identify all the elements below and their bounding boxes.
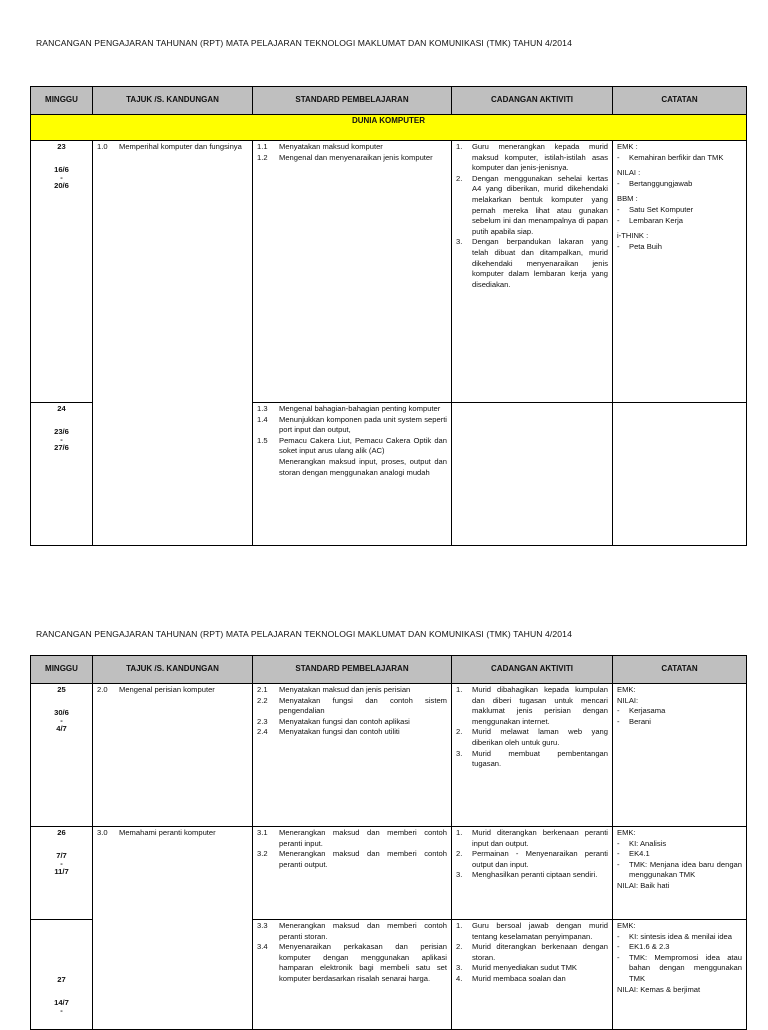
- standard-text: Menyatakan fungsi dan contoh utiliti: [279, 727, 400, 737]
- header-aktiviti: CADANGAN AKTIVITI: [452, 87, 613, 115]
- document-title-2: RANCANGAN PENGAJARAN TAHUNAN (RPT) MATA PELAJARAN TEKNOLOGI MAKLUMAT DAN KOMUNIKASI (TMK) TAHUN 4/2014: [36, 629, 572, 639]
- standard-number: 1.3: [257, 404, 268, 413]
- aktiviti-text: Murid diterangkan berkenaan peranti input dan output.: [472, 828, 608, 848]
- aktiviti-cell: [452, 403, 613, 546]
- aktiviti-number: 1.: [456, 142, 463, 151]
- standard-number: 1.1: [257, 142, 268, 151]
- catatan-heading: EMK :: [617, 142, 638, 151]
- catatan-heading: BBM :: [617, 194, 638, 204]
- aktiviti-number: 3.: [456, 237, 463, 247]
- rpt-table-1: [30, 86, 747, 546]
- week-start: 14/7: [54, 997, 69, 1007]
- week-start: 30/6: [54, 707, 69, 717]
- catatan-cell: EMK: NILAI: - Kerjasama - Berani: [613, 684, 747, 827]
- aktiviti-cell: [452, 827, 613, 920]
- week-dash: -: [60, 859, 63, 869]
- catatan-cell: EMK: - KI: sintesis idea & menilai idea - EK1.6 & 2.3 - TMK: Mempromosi idea atau bahan dengan menggunakan TMK NILAI: Kemas & berjimat: [613, 920, 747, 1030]
- section-title: DUNIA KOMPUTER: [31, 115, 747, 141]
- week-number: 23: [57, 142, 66, 151]
- standard-cell: [253, 684, 452, 827]
- catatan-item: EK4.1: [629, 849, 650, 859]
- standard-number: 1.5: [257, 435, 268, 445]
- tajuk-cell: [93, 827, 253, 1030]
- aktiviti-number: 2.: [456, 849, 463, 859]
- week-end: 20/6: [54, 181, 69, 191]
- catatan-heading: NILAI :: [617, 168, 641, 178]
- header-standard: STANDARD PEMBELAJARAN: [253, 87, 452, 115]
- standard-number: 3.1: [257, 828, 268, 837]
- standard-number: 2.4: [257, 727, 268, 737]
- aktiviti-text: Murid dibahagikan kepada kumpulan dan diberi tugasan untuk mencari maklumat jenis perisian dengan menggunakan internet.: [472, 685, 608, 726]
- standard-number: 1.4: [257, 414, 268, 424]
- catatan-item: Berani: [629, 716, 651, 726]
- standard-text: Menerangkan maksud input, proses, output dan storan dengan menggunakan analogi mudah: [279, 456, 447, 477]
- table-row: [31, 141, 747, 403]
- standard-text: Menyenaraikan perkakasan dan perisian komputer dengan menggunakan aplikasi hamparan elektronik bagi membeli satu set komputer berdasarkan risalah senarai harga.: [279, 942, 447, 983]
- tajuk-number: 1.0: [97, 142, 108, 151]
- aktiviti-number: 1.: [456, 685, 463, 694]
- tajuk-text: Memahami peranti komputer: [119, 828, 216, 837]
- standard-number: 2.2: [257, 695, 268, 705]
- week-cell: [31, 684, 93, 827]
- catatan-item: TMK: Mempromosi idea atau bahan dengan menggunakan TMK: [629, 952, 742, 983]
- aktiviti-number: 4.: [456, 973, 463, 983]
- week-number: 27: [57, 975, 66, 984]
- header-catatan: CATATAN: [613, 656, 747, 684]
- header-minggu: MINGGU: [31, 87, 93, 115]
- week-number: 24: [57, 404, 66, 413]
- week-start: 7/7: [56, 850, 67, 860]
- aktiviti-text: Dengan berpandukan lakaran yang telah dibuat dan ditampalkan, murid dikehendaki menyenaraikan jenis komputer dalam lembaran kerja yang disediakan.: [472, 237, 608, 289]
- standard-number: 3.2: [257, 849, 268, 859]
- header-tajuk: TAJUK /S. KANDUNGAN: [93, 87, 253, 115]
- week-number: 26: [57, 828, 66, 837]
- aktiviti-cell: [452, 920, 613, 1030]
- aktiviti-number: 1.: [456, 828, 463, 837]
- aktiviti-number: 3.: [456, 870, 463, 880]
- aktiviti-number: 3.: [456, 963, 463, 973]
- aktiviti-number: 1.: [456, 921, 463, 930]
- standard-number: 2.1: [257, 685, 268, 694]
- table-row: [31, 684, 747, 827]
- catatan-heading: i-THINK :: [617, 231, 649, 241]
- week-end: 27/6: [54, 443, 69, 453]
- standard-cell: [253, 141, 452, 403]
- catatan-item: EK1.6 & 2.3: [629, 942, 670, 952]
- aktiviti-text: Murid melawat laman web yang diberikan oleh untuk guru.: [472, 727, 608, 747]
- table-header-row: [31, 656, 747, 684]
- standard-text: Mengenal dan menyenaraikan jenis komputer: [279, 152, 433, 162]
- catatan-cell: EMK : - Kemahiran berfikir dan TMK NILAI : - Bertanggungjawab BBM : - Satu Set Komputer - Lembaran Kerja i-THINK : - Peta Buih: [613, 141, 747, 403]
- standard-number: 3.4: [257, 942, 268, 952]
- week-cell: [31, 141, 93, 403]
- aktiviti-cell: [452, 141, 613, 403]
- aktiviti-text: Menghasilkan peranti ciptaan sendiri.: [472, 870, 598, 880]
- document-title-1: RANCANGAN PENGAJARAN TAHUNAN (RPT) MATA PELAJARAN TEKNOLOGI MAKLUMAT DAN KOMUNIKASI (TMK) TAHUN 4/2014: [36, 38, 572, 48]
- catatan-item: TMK: Menjana idea baru dengan menggunakan TMK: [629, 859, 742, 880]
- week-dash: -: [60, 1006, 63, 1016]
- week-dash: -: [60, 435, 63, 445]
- standard-number: 2.3: [257, 716, 268, 726]
- standard-text: Menyatakan fungsi dan contoh sistem pengendalian: [279, 695, 447, 716]
- week-end: 4/7: [56, 724, 67, 734]
- rpt-table-2: [30, 655, 747, 1030]
- aktiviti-text: Guru menerangkan kepada murid maksud komputer, istilah-istilah asas komputer dan jenis-jenisnya.: [472, 142, 608, 173]
- aktiviti-text: Guru bersoal jawab dengan murid tentang keselamatan penyimpanan.: [472, 921, 608, 941]
- standard-cell: [253, 920, 452, 1030]
- standard-text: Pemacu Cakera Liut, Pemacu Cakera Optik dan soket input arus ulang alik (AC): [279, 435, 447, 456]
- week-cell: [31, 403, 93, 546]
- standard-text: Menerangkan maksud dan memberi contoh peranti storan.: [279, 921, 447, 941]
- week-cell: [31, 827, 93, 920]
- header-catatan: CATATAN: [613, 87, 747, 115]
- header-aktiviti: CADANGAN AKTIVITI: [452, 656, 613, 684]
- tajuk-number: 2.0: [97, 685, 108, 694]
- tajuk-text: Memperihal komputer dan fungsinya: [119, 142, 242, 151]
- table-header-row: [31, 87, 747, 115]
- standard-text: Menunjukkan komponen pada unit system seperti port input dan output,: [279, 414, 447, 435]
- catatan-heading: EMK:: [617, 828, 636, 837]
- aktiviti-number: 3.: [456, 748, 463, 758]
- week-end: 11/7: [54, 867, 69, 877]
- standard-text: Menyatakan maksud dan jenis perisian: [279, 685, 411, 694]
- aktiviti-text: Murid menyediakan sudut TMK: [472, 963, 577, 973]
- header-tajuk: TAJUK /S. KANDUNGAN: [93, 656, 253, 684]
- aktiviti-cell: [452, 684, 613, 827]
- catatan-heading: NILAI:: [617, 695, 639, 705]
- standard-text: Menerangkan maksud dan memberi contoh peranti output.: [279, 849, 447, 869]
- aktiviti-number: 2.: [456, 942, 463, 952]
- catatan-cell: [613, 403, 747, 546]
- aktiviti-text: Murid membaca soalan dan: [472, 973, 566, 983]
- catatan-item: KI: sintesis idea & menilai idea: [629, 931, 732, 941]
- tajuk-cell: [93, 684, 253, 827]
- aktiviti-number: 2.: [456, 173, 463, 183]
- week-dash: -: [60, 716, 63, 726]
- aktiviti-text: Murid diterangkan berkenaan dengan storan.: [472, 942, 608, 962]
- week-start: 23/6: [54, 426, 69, 436]
- header-standard: STANDARD PEMBELAJARAN: [253, 656, 452, 684]
- tajuk-cell: [93, 141, 253, 546]
- standard-text: Menyatakan fungsi dan contoh aplikasi: [279, 716, 410, 726]
- standard-cell: [253, 403, 452, 546]
- catatan-item: Kemahiran berfikir dan TMK: [629, 152, 724, 162]
- catatan-item: Kerjasama: [629, 706, 666, 716]
- aktiviti-number: 2.: [456, 727, 463, 737]
- section-row: [31, 115, 747, 141]
- aktiviti-text: Dengan menggunakan sehelai kertas A4 yang diberikan, murid dikehendaki melakarkan bentuk komputer yang pernah mereka lihat atau gunakan sebelum ini dan menampalnya di papan putih apabila siap.: [472, 173, 608, 236]
- aktiviti-text: Murid membuat pembentangan tugasan.: [472, 748, 608, 769]
- standard-text: Menyatakan maksud komputer: [279, 142, 383, 151]
- catatan-cell: EMK: - KI: Analisis - EK4.1 - TMK: Menjana idea baru dengan menggunakan TMK NILAI: Baik hati: [613, 827, 747, 920]
- catatan-item: Satu Set Komputer: [629, 204, 694, 214]
- standard-cell: [253, 827, 452, 920]
- catatan-heading: EMK:: [617, 921, 636, 930]
- aktiviti-text: Permainan - Menyenaraikan peranti output dan input.: [472, 849, 608, 869]
- standard-number: 1.2: [257, 152, 268, 162]
- week-dash: -: [60, 173, 63, 183]
- week-cell: [31, 920, 93, 1030]
- catatan-item: Peta Buih: [629, 241, 662, 251]
- header-minggu: MINGGU: [31, 656, 93, 684]
- catatan-item: KI: Analisis: [629, 838, 667, 848]
- table-row: [31, 827, 747, 920]
- tajuk-text: Mengenal perisian komputer: [119, 685, 215, 694]
- catatan-item: Bertanggungjawab: [629, 178, 693, 188]
- week-number: 25: [57, 685, 66, 694]
- week-start: 16/6: [54, 164, 69, 174]
- standard-text: Menerangkan maksud dan memberi contoh peranti input.: [279, 828, 447, 848]
- standard-text: Mengenal bahagian-bahagian penting komputer: [279, 404, 441, 413]
- catatan-heading: NILAI: Baik hati: [617, 880, 670, 890]
- catatan-heading: NILAI: Kemas & berjimat: [617, 984, 701, 994]
- standard-number: 3.3: [257, 921, 268, 930]
- catatan-heading: EMK:: [617, 685, 636, 694]
- catatan-item: Lembaran Kerja: [629, 215, 684, 225]
- tajuk-number: 3.0: [97, 828, 108, 837]
